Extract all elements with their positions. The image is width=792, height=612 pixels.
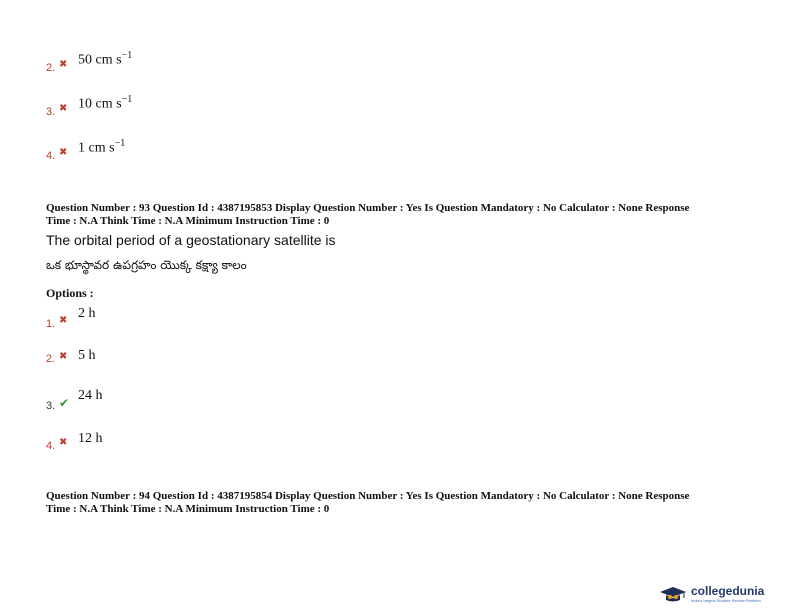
cross-icon: ✖ [59,103,68,114]
exponent: −1 [121,50,133,61]
option-1 [46,306,246,346]
option-value: 50 cm $s^{-1}$ [78,50,133,68]
graduation-cap-icon [658,586,688,604]
question-meta [46,202,756,228]
options-label: Options : [46,286,94,300]
option-3 [46,388,246,428]
question-meta-line2: Time : N.A Think Time : N.A Minimum Instruction Time : 0 [46,503,330,515]
option-prev-2 [46,50,246,90]
option-number: 1. [46,318,56,330]
option-number: 2. [46,353,56,365]
option-prev-3 [46,94,246,134]
option-value: 12 h [78,431,103,446]
option-2 [46,348,246,388]
logo-name: collegedunia [691,584,765,598]
option-value: 24 h [78,388,103,403]
collegedunia-logo [658,584,788,606]
option-number: 3. [46,400,56,412]
option-value: 1 cm $s^{-1}$ [78,138,126,156]
option-number: 4. [46,150,56,162]
check-icon: ✔ [59,396,70,410]
option-prev-4 [46,138,246,178]
question-text-telugu: ఒక భూస్థావర ఉపగ్రహం యొక్క కక్ష్యా కాలం [46,258,247,272]
exponent: −1 [114,138,126,149]
cross-icon: ✖ [59,147,68,158]
cross-icon: ✖ [59,315,68,326]
question-meta-line2: Time : N.A Think Time : N.A Minimum Instruction Time : 0 [46,215,330,227]
question-text: The orbital period of a geostationary satellite is [46,232,336,248]
cross-icon: ✖ [59,59,68,70]
option-number: 3. [46,106,56,118]
question-meta-line1: Question Number : 94 Question Id : 4387195854 Display Question Number : Yes Is Question Mandatory : No Calculator : None Response [46,490,690,502]
cross-icon: ✖ [59,437,68,448]
exponent: −1 [121,94,133,105]
option-value: 5 h [78,348,96,363]
option-number: 4. [46,440,56,452]
question-meta [46,490,756,516]
option-value: 2 h [78,306,96,321]
logo-tagline: India's largest Student Review Platform [691,598,761,603]
question-meta-line1: Question Number : 93 Question Id : 4387195853 Display Question Number : Yes Is Question Mandatory : No Calculator : None Response [46,202,690,214]
option-4 [46,431,246,471]
option-value: 10 cm $s^{-1}$ [78,94,133,112]
option-number: 2. [46,62,56,74]
cross-icon: ✖ [59,351,68,362]
